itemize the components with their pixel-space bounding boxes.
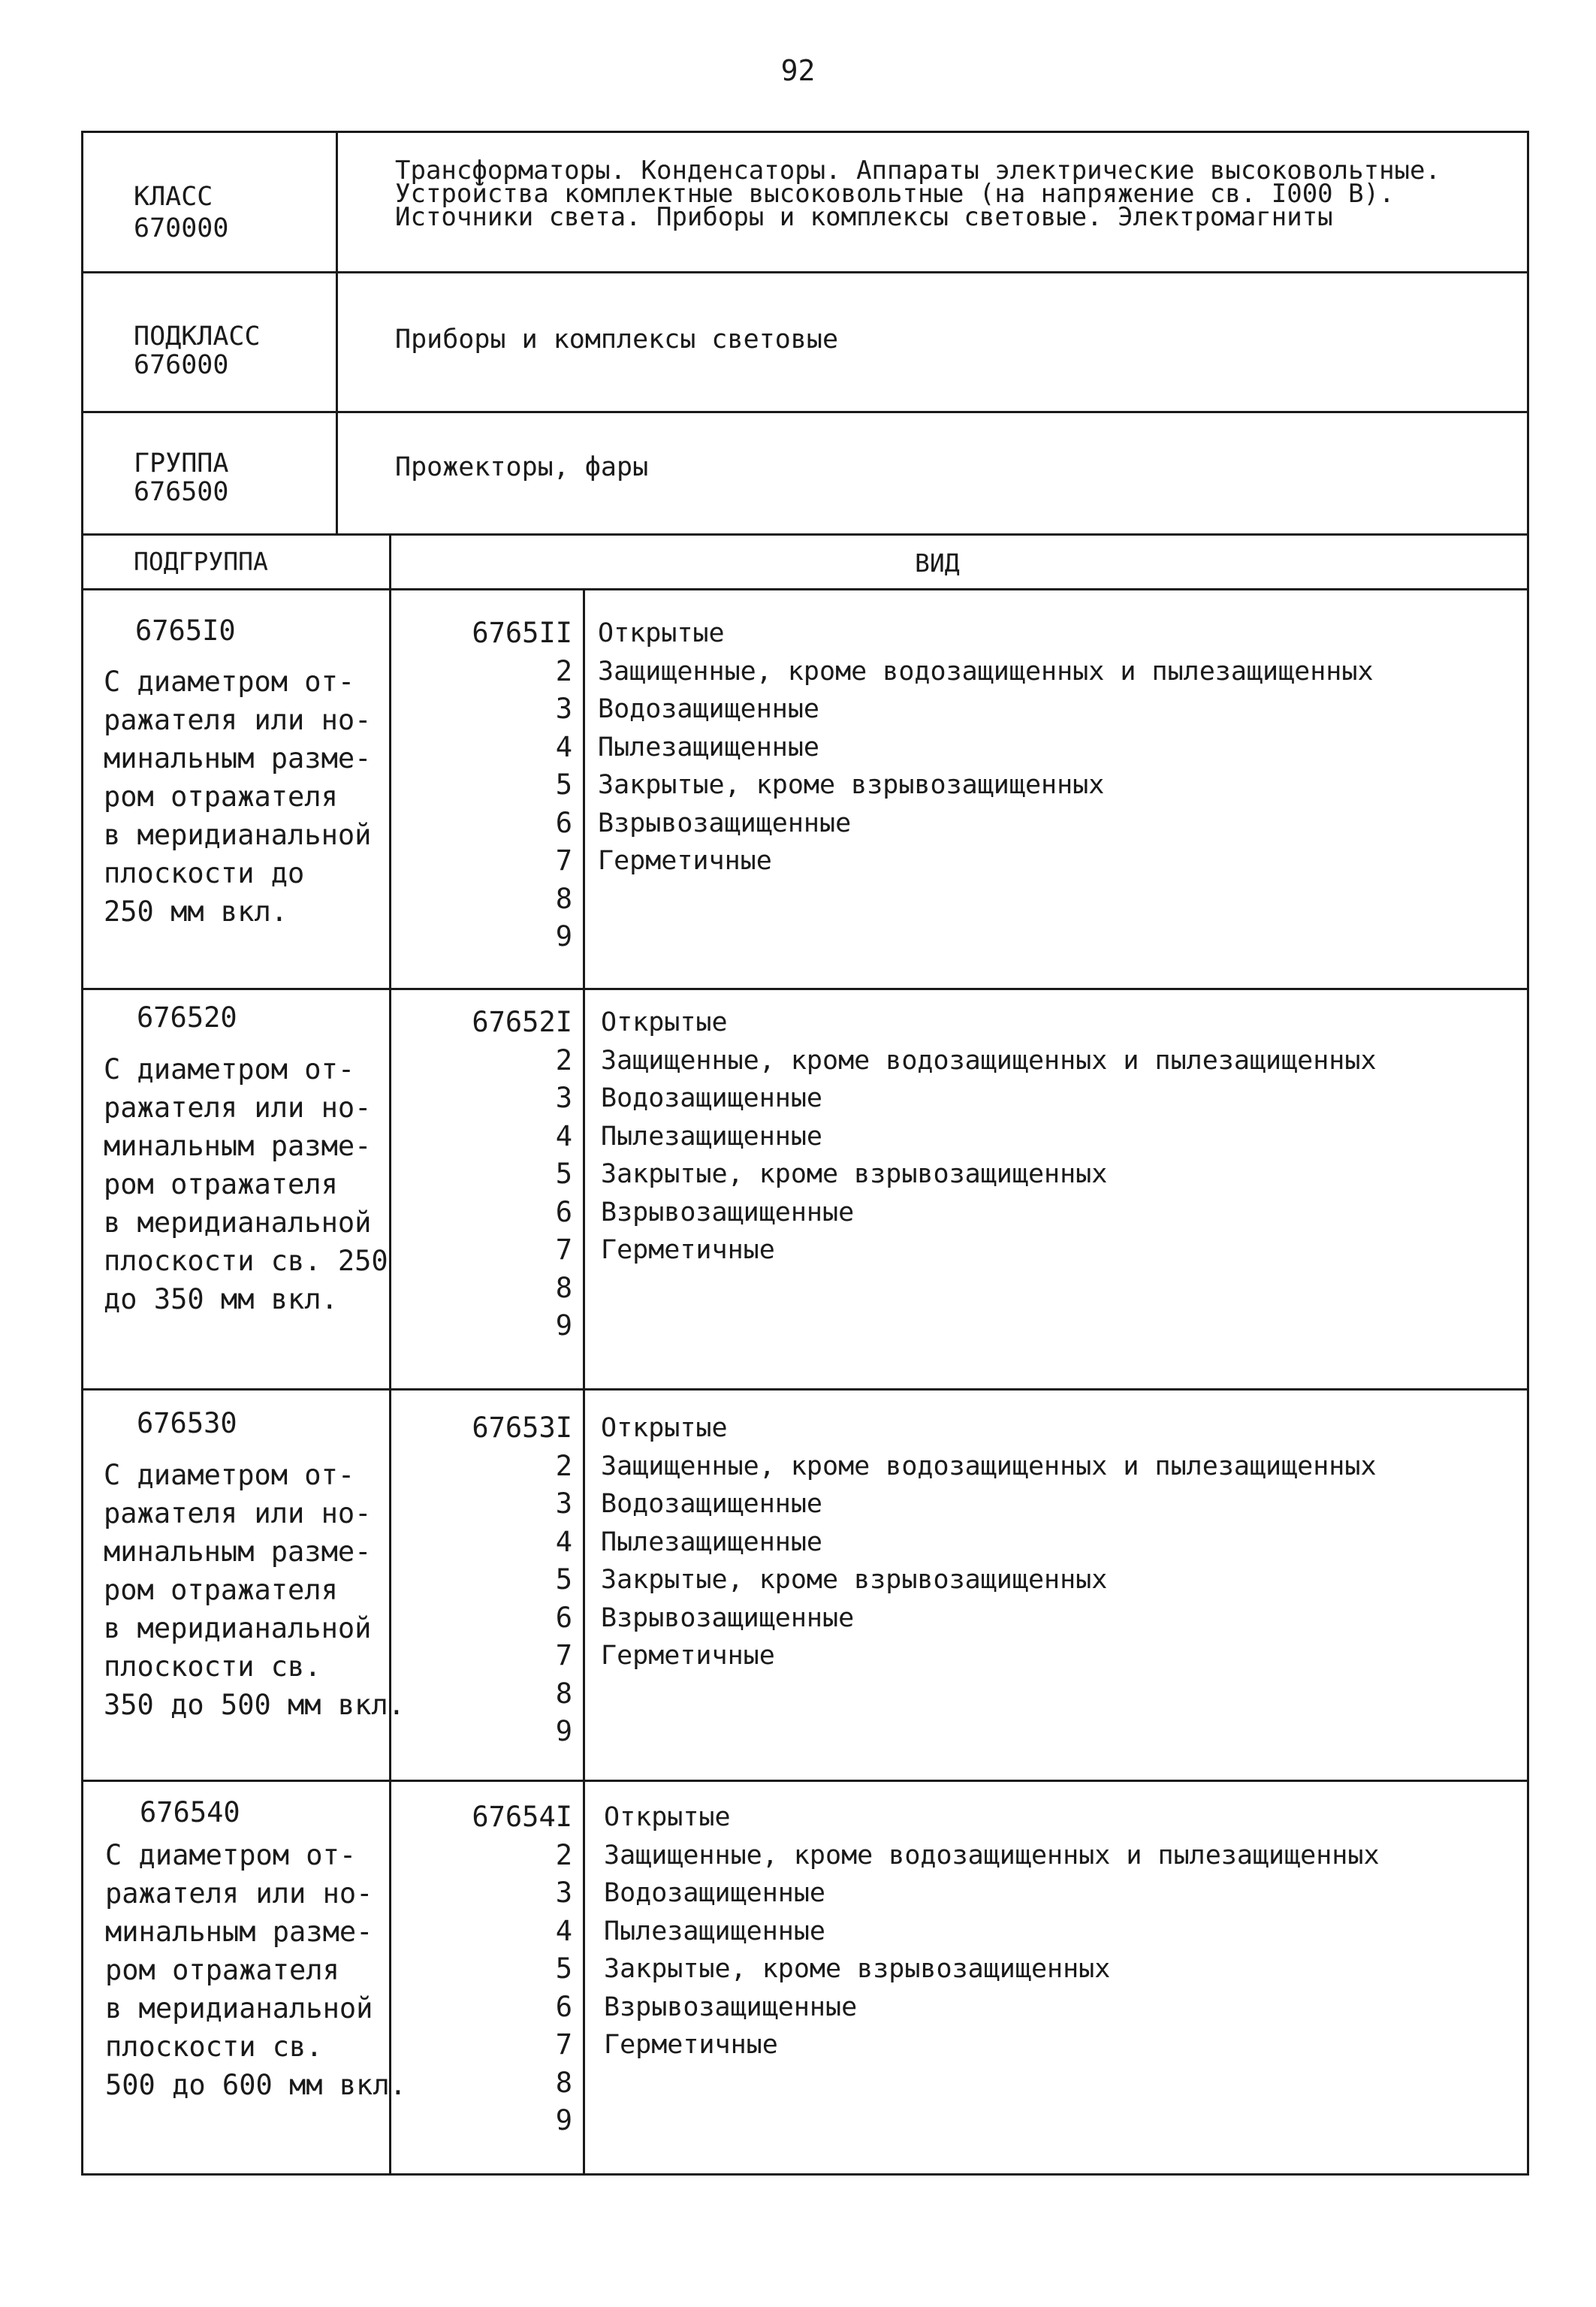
- kind-codes: 67653I 2 3 4 5 6 7 8 9: [472, 1412, 572, 1747]
- subgroup-description: С диаметром от- ражателя или но- минальным разме- ром отражателя в меридианальной плоскости до 250 мм вкл.: [104, 666, 372, 928]
- subclass-description: Приборы и комплексы световые: [395, 325, 839, 355]
- kind-codes: 67654I 2 3 4 5 6 7 8 9: [472, 1801, 572, 2136]
- subclass-label: ПОДКЛАСС: [134, 322, 261, 352]
- divider-class-subclass: [81, 271, 1529, 273]
- divider-subclass-group: [81, 411, 1529, 413]
- group-label: ГРУППА: [134, 448, 229, 479]
- kind-names: Открытые Защищенные, кроме водозащищенных и пылезащищенных Водозащищенные Пылезащищенные Закрытые, кроме взрывозащищенных Взрывозащищенные Герметичные: [601, 1413, 1377, 1671]
- subgroup-code: 676540: [140, 1796, 240, 1828]
- page-number: 92: [780, 54, 816, 87]
- kind-names: Открытые Защищенные, кроме водозащищенных и пылезащищенных Водозащищенные Пылезащищенные Закрытые, кроме взрывозащищенных Взрывозащищенные Герметичные: [598, 618, 1374, 876]
- class-description-line-2: Устройства комплектные высоковольтные (на напряжение св. I000 В).: [395, 179, 1395, 209]
- subgroup-code: 676520: [137, 1001, 237, 1034]
- class-description-line-3: Источники света. Приборы и комплексы световые. Электромагниты: [395, 202, 1333, 232]
- class-code: 670000: [134, 213, 229, 243]
- subclass-code: 676000: [134, 350, 229, 380]
- divider-code-column: [583, 588, 585, 2176]
- divider-row-1: [81, 988, 1529, 990]
- kind-names: Открытые Защищенные, кроме водозащищенных и пылезащищенных Водозащищенные Пылезащищенные Закрытые, кроме взрывозащищенных Взрывозащищенные Герметичные: [604, 1802, 1380, 2060]
- class-description-line-1: Трансформаторы. Конденсаторы. Аппараты электрические высоковольтные.: [395, 156, 1441, 186]
- kind-names: Открытые Защищенные, кроме водозащищенных и пылезащищенных Водозащищенные Пылезащищенные Закрытые, кроме взрывозащищенных Взрывозащищенные Герметичные: [601, 1007, 1377, 1265]
- kind-codes: 67652I 2 3 4 5 6 7 8 9: [472, 1006, 572, 1342]
- class-label: КЛАСС: [134, 182, 213, 212]
- divider-row-2: [81, 1388, 1529, 1391]
- column-header-kind: ВИД: [915, 548, 960, 578]
- divider-table-header: [81, 588, 1529, 590]
- divider-row-3: [81, 1780, 1529, 1782]
- subgroup-description: С диаметром от- ражателя или но- минальным разме- ром отражателя в меридианальной плоскости св. 250 до 350 мм вкл.: [104, 1053, 388, 1315]
- subgroup-description: С диаметром от- ражателя или но- минальным разме- ром отражателя в меридианальной плоскости св. 500 до 600 мм вкл.: [105, 1839, 406, 2101]
- divider-header-column: [336, 131, 338, 533]
- subgroup-description: С диаметром от- ражателя или но- минальным разме- ром отражателя в меридианальной плоскости св. 350 до 500 мм вкл.: [104, 1459, 405, 1721]
- group-code: 676500: [134, 477, 229, 507]
- subgroup-code: 6765I0: [135, 614, 236, 647]
- divider-group-table: [81, 533, 1529, 536]
- kind-codes: 6765II 2 3 4 5 6 7 8 9: [472, 617, 572, 953]
- subgroup-code: 676530: [137, 1407, 237, 1439]
- group-description: Прожекторы, фары: [395, 452, 649, 482]
- column-header-subgroup: ПОДГРУППА: [134, 547, 268, 576]
